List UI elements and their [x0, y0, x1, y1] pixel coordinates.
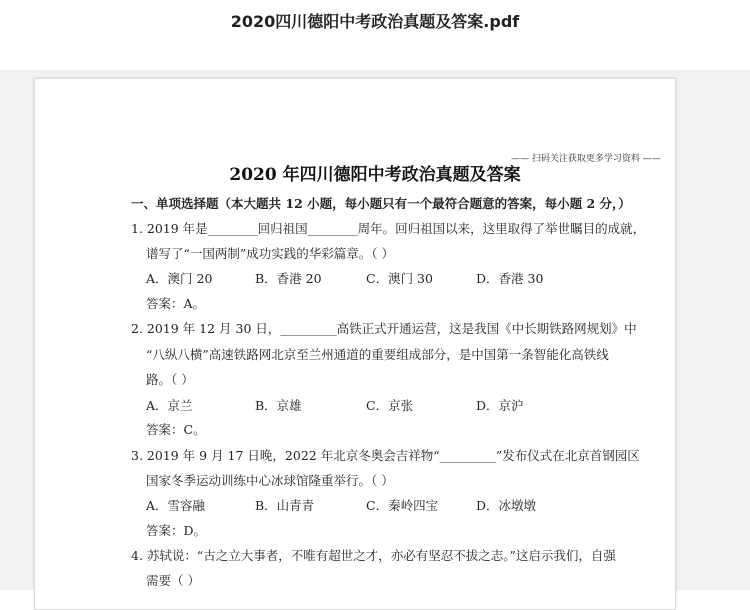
question-1-line-2: 谱写了“一国两制”成功实践的华彩篇章。（ ） — [146, 246, 395, 261]
question-4-line-1: 4. 苏轼说：“古之立大事者，不唯有超世之才，亦必有坚忍不拔之志。”这启示我们，自强 — [131, 548, 616, 563]
question-1-option-c: C．澳门 30 — [366, 271, 433, 286]
question-2-line-2: “八纵八横”高速铁路网北京至兰州通道的重要组成部分，是中国第一条智能化高铁线 — [146, 347, 609, 362]
section-heading: 一、单项选择题 — [131, 196, 219, 211]
promo-banner: —— 扫码关注获取更多学习资料 —— — [511, 154, 661, 164]
question-3-answer: 答案：D。 — [146, 523, 207, 538]
section-note: （本大题共 12 小题，每小题只有一个最符合题意的答案，每小题 2 分，） — [218, 196, 631, 211]
file-title: 2020四川德阳中考政治真题及答案.pdf — [230, 12, 520, 31]
question-1-option-b: B．香港 20 — [255, 271, 322, 286]
question-3-option-c: C．秦岭四宝 — [366, 498, 439, 513]
question-4-line-2: 需要（ ） — [146, 573, 200, 588]
question-2-line-1: 2. 2019 年 12 月 30 日，_________高铁正式开通运营，这是我国《中长期铁路网规划》中 — [131, 321, 637, 336]
question-1-line-1: 1. 2019 年是________回归祖国________周年。回归祖国以来，这里取得了举世瞩目的成就， — [131, 221, 646, 236]
viewer-header — [0, 0, 750, 70]
question-2-answer: 答案：C。 — [146, 422, 206, 437]
section-heading-line — [131, 194, 631, 212]
question-3-option-d: D．冰墩墩 — [476, 498, 537, 513]
document-title: 2020 年四川德阳中考政治真题及答案 — [229, 165, 521, 185]
question-2-line-3: 路。（ ） — [146, 372, 194, 387]
question-2-option-c: C．京张 — [366, 398, 414, 413]
question-3-line-1: 3. 2019 年 9 月 17 日晚，2022 年北京冬奥会吉祥物“_________”发布仪式在北京首钢园区 — [131, 448, 640, 463]
question-2-option-b: B．京雄 — [255, 398, 302, 413]
question-1-option-d: D．香港 30 — [476, 271, 544, 286]
question-1-option-a: A．澳门 20 — [146, 271, 213, 286]
question-2-option-d: D．京沪 — [476, 398, 524, 413]
question-3-option-b: B．山青青 — [255, 498, 315, 513]
question-1-answer: 答案：A。 — [146, 296, 206, 311]
question-3-line-2: 国家冬季运动训练中心冰球馆隆重举行。（ ） — [146, 473, 394, 488]
question-2-option-a: A．京兰 — [146, 398, 193, 413]
question-3-option-a: A．雪容融 — [146, 498, 206, 513]
